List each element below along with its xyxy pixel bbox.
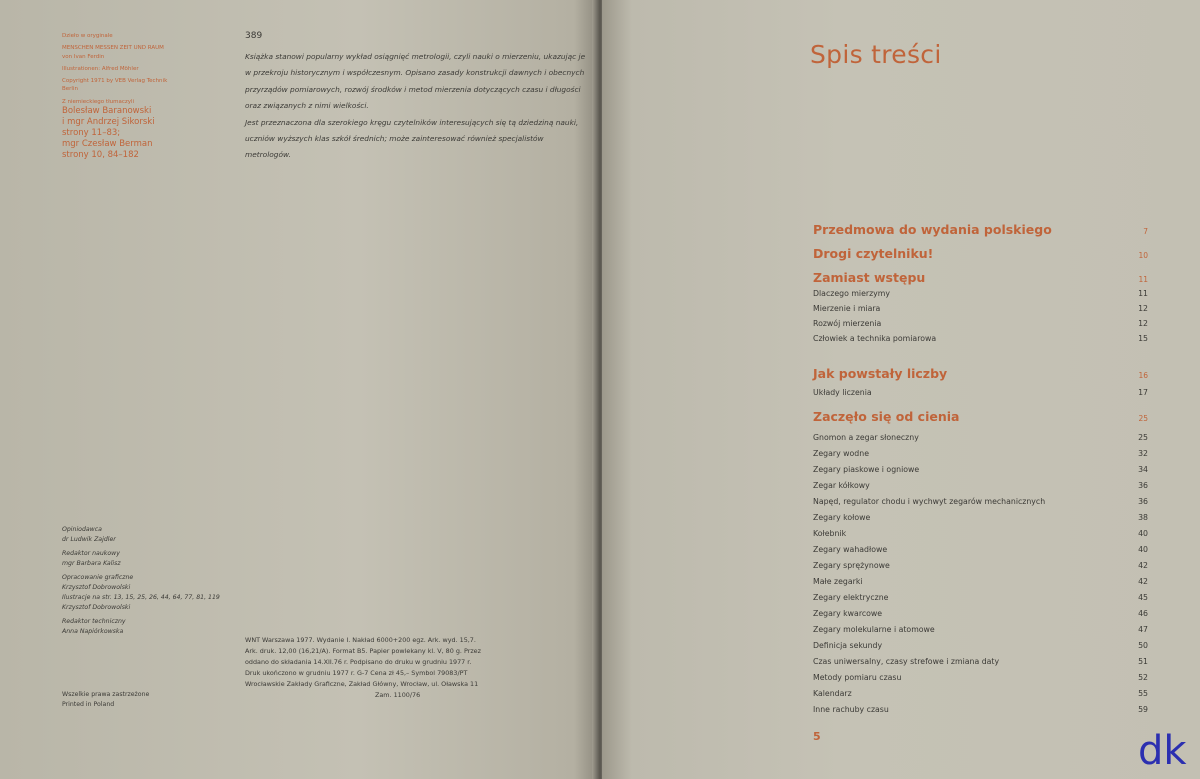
credit-line: Berlin: [62, 86, 78, 93]
toc-label: Przedmowa do wydania polskiego: [813, 222, 1052, 237]
toc-page-number: 36: [1138, 497, 1148, 506]
toc-entry: [813, 513, 1148, 527]
credit-line: Illustrationen: Alfred Möhler: [62, 65, 139, 72]
credit-line: mgr Czesław Berman: [62, 139, 153, 150]
toc-page-number: 25: [1138, 433, 1148, 442]
toc-label: Kołebnik: [813, 529, 847, 538]
watermark-text: dk: [1138, 728, 1187, 774]
toc-label: Człowiek a technika pomiarowa: [813, 334, 937, 343]
book-number: 389: [245, 31, 263, 41]
toc-entry: [813, 705, 1148, 719]
toc-entry: [813, 497, 1148, 511]
toc-page-number: 38: [1138, 513, 1148, 522]
toc-page-number: 16: [1138, 371, 1148, 380]
toc-page-number: 52: [1138, 673, 1148, 682]
toc-entry: [813, 449, 1148, 463]
toc-label: Definicja sekundy: [813, 641, 883, 650]
toc-entry: [813, 689, 1148, 703]
toc-entry: [813, 577, 1148, 591]
imprint-line: Druk ukończono w grudniu 1977 r. G-7 Cena zł 45,– Symbol 79083/PT: [245, 669, 468, 677]
imprint-line: Wrocławskie Zakłady Graficzne, Zakład Główny, Wrocław, ul. Oławska 11: [245, 680, 479, 688]
toc-page-number: 40: [1138, 529, 1148, 538]
toc-page-number: 32: [1138, 449, 1148, 458]
toc-label: Drogi czytelniku!: [813, 246, 934, 261]
staff-line: Opiniodawca: [62, 526, 102, 533]
toc-label: Zamiast wstępu: [813, 270, 926, 285]
toc-page-number: 34: [1138, 465, 1148, 474]
toc-label: Zegary wahadłowe: [813, 545, 888, 554]
toc-label: Gnomon a zegar słoneczny: [813, 433, 919, 442]
toc-page-number: 42: [1138, 577, 1148, 586]
original-title-credits: [62, 32, 182, 165]
toc-label: Zegary elektryczne: [813, 593, 889, 602]
credit-line: Copyright 1971 by VEB Verlag Technik: [62, 78, 168, 85]
toc-entry: [813, 289, 1148, 303]
toc-chapter: [813, 366, 1148, 384]
staff-line: dr Ludwik Zajdler: [62, 536, 116, 543]
toc-chapter: [813, 409, 1148, 427]
toc-page-number: 25: [1138, 414, 1148, 423]
book-description: [245, 49, 590, 164]
toc-label: Zegary kwarcowe: [813, 609, 883, 618]
toc-entry: [813, 609, 1148, 623]
editorial-staff: [62, 525, 232, 641]
toc-entry: [813, 545, 1148, 559]
imprint-line: Zam. 1100/76: [375, 691, 421, 699]
page-number: 5: [813, 730, 821, 743]
toc-label: Czas uniwersalny, czasy strefowe i zmiana daty: [813, 657, 1000, 666]
left-page: [0, 0, 598, 779]
credit-line: i mgr Andrzej Sikorski: [62, 117, 155, 128]
description-paragraph: Jest przeznaczona dla szerokiego kręgu czytelników interesujących się tą dziedziną nauki, uczniów wyższych klas szkół średnich; może zainteresować również specjalistów metrologów.: [245, 117, 579, 160]
toc-label: Kalendarz: [813, 689, 852, 698]
imprint-line: WNT Warszawa 1977. Wydanie I. Nakład 6000+200 egz. Ark. wyd. 15,7.: [245, 636, 476, 644]
toc-page-number: 51: [1138, 657, 1148, 666]
toc-label: Metody pomiaru czasu: [813, 673, 902, 682]
toc-page-number: 47: [1138, 625, 1148, 634]
toc-entry: [813, 625, 1148, 639]
toc-chapter: [813, 270, 1148, 288]
printing-imprint: [245, 635, 585, 701]
toc-page-number: 11: [1138, 289, 1148, 298]
toc-page-number: 36: [1138, 481, 1148, 490]
toc-label: Rozwój mierzenia: [813, 319, 882, 328]
toc-label: Zegary sprężynowe: [813, 561, 890, 570]
toc-entry: [813, 529, 1148, 543]
dk-watermark-logo: [1134, 724, 1192, 774]
page-title: Spis treści: [810, 40, 942, 69]
toc-entry: [813, 388, 1148, 402]
toc-label: Zaczęło się od cienia: [813, 409, 960, 424]
toc-chapter: [813, 222, 1148, 240]
toc-entry: [813, 641, 1148, 655]
toc-entry: [813, 319, 1148, 333]
toc-entry: [813, 561, 1148, 575]
toc-entry: [813, 304, 1148, 318]
toc-label: Napęd, regulator chodu i wychwyt zegarów mechanicznych: [813, 497, 1046, 506]
toc-entry: [813, 593, 1148, 607]
toc-entry: [813, 657, 1148, 671]
toc-label: Zegary kołowe: [813, 513, 871, 522]
toc-label: Zegary wodne: [813, 449, 869, 458]
staff-line: Opracowanie graficzne: [62, 574, 134, 581]
toc-page-number: 55: [1138, 689, 1148, 698]
toc-entry: [813, 481, 1148, 495]
toc-page-number: 11: [1138, 275, 1148, 284]
staff-line: Ilustracje na str. 13, 15, 25, 26, 44, 64, 77, 81, 119: [62, 594, 220, 601]
toc-page-number: 42: [1138, 561, 1148, 570]
staff-line: Krzysztof Dobrowolski: [62, 584, 131, 591]
credit-line: Z niemieckiego tłumaczyli: [62, 98, 135, 105]
toc-label: Inne rachuby czasu: [813, 705, 889, 714]
toc-page-number: 12: [1138, 319, 1148, 328]
imprint-line: Ark. druk. 12,00 (16,21/A). Format B5. Papier powlekany kl. V, 80 g. Przez: [245, 647, 481, 655]
toc-entry: [813, 673, 1148, 687]
credit-line: strony 10, 84–182: [62, 150, 139, 161]
staff-line: Redaktor techniczny: [62, 618, 126, 625]
toc-entry: [813, 465, 1148, 479]
description-paragraph: Książka stanowi popularny wykład osiągnięć metrologii, czyli nauki o mierzeniu, ukazując je w przekroju historycznym i współczesnym. Opisano zasady konstrukcji dawnych i obecnych przyrządów pomiarowych, rozwój środków i metod mierzenia dotyczących czasu i długości oraz związanych z nimi wielkości.: [245, 52, 586, 111]
toc-label: Zegar kółkowy: [813, 481, 870, 490]
credit-line: strony 11–83;: [62, 128, 121, 139]
toc-page-number: 59: [1138, 705, 1148, 714]
toc-label: Małe zegarki: [813, 577, 863, 586]
credit-line: MENSCHEN MESSEN ZEIT UND RAUM: [62, 45, 164, 52]
toc-label: Mierzenie i miara: [813, 304, 881, 313]
toc-label: Zegary molekularne i atomowe: [813, 625, 935, 634]
rights-notice: [62, 690, 149, 710]
toc-page-number: 12: [1138, 304, 1148, 313]
staff-line: Anna Napiórkowska: [62, 628, 124, 635]
rights-line: Wszelkie prawa zastrzeżone: [62, 691, 150, 698]
staff-line: mgr Barbara Kalisz: [62, 560, 121, 567]
credit-line: Bolesław Baranowski: [62, 106, 152, 117]
toc-page-number: 7: [1143, 227, 1148, 236]
toc-page-number: 10: [1138, 251, 1148, 260]
staff-line: Redaktor naukowy: [62, 550, 120, 557]
toc-entry: [813, 433, 1148, 447]
credit-line: von Ivan Ferdin: [62, 53, 105, 60]
toc-page-number: 17: [1138, 388, 1148, 397]
toc-page-number: 15: [1138, 334, 1148, 343]
toc-page-number: 46: [1138, 609, 1148, 618]
toc-page-number: 50: [1138, 641, 1148, 650]
imprint-line: oddano do składania 14.XII.76 r. Podpisano do druku w grudniu 1977 r.: [245, 658, 472, 666]
toc-chapter: [813, 246, 1148, 264]
toc-entry: [813, 334, 1148, 348]
staff-line: Krzysztof Dobrowolski: [62, 604, 131, 611]
credit-line: Dzieło w oryginale: [62, 33, 113, 39]
toc-label: Dlaczego mierzymy: [813, 289, 891, 298]
toc-label: Jak powstały liczby: [813, 366, 948, 381]
toc-page-number: 45: [1138, 593, 1148, 602]
rights-line: Printed in Poland: [62, 701, 115, 708]
toc-label: Układy liczenia: [813, 388, 872, 397]
toc-page-number: 40: [1138, 545, 1148, 554]
toc-label: Zegary piaskowe i ogniowe: [813, 465, 920, 474]
